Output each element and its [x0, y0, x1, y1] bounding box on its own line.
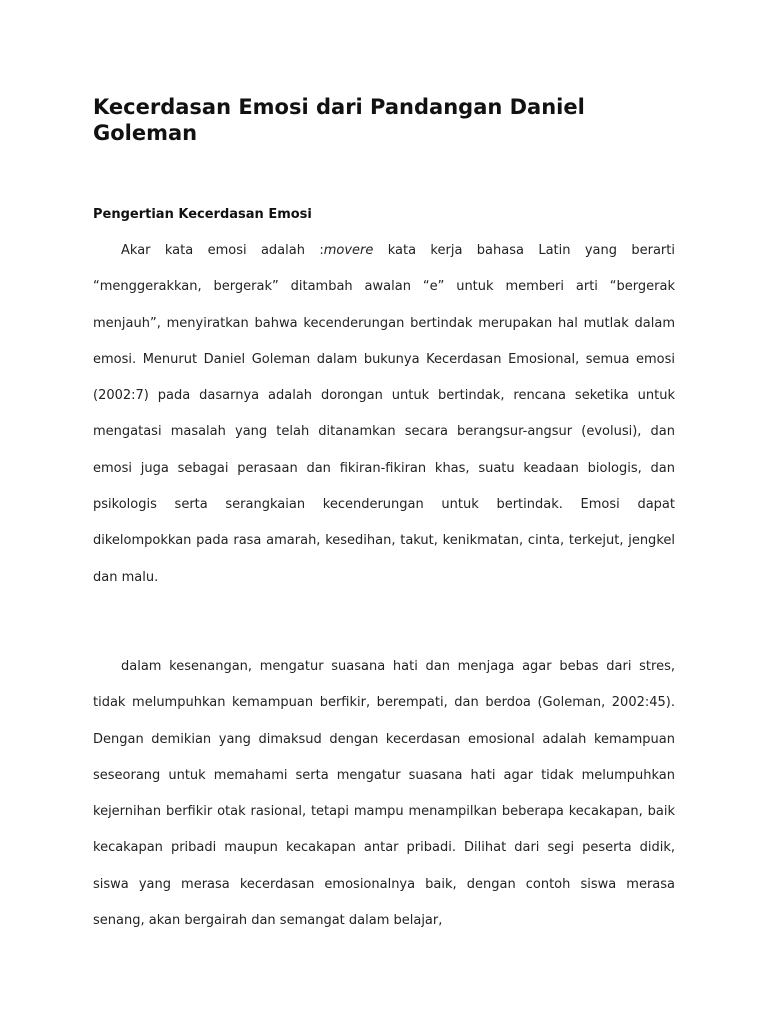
- paragraph-definition: [93, 233, 675, 596]
- document-title: Kecerdasan Emosi dari Pandangan Daniel Goleman: [93, 95, 585, 145]
- paragraph-emotional-intelligence: dalam kesenangan, mengatur suasana hati dan menjaga agar bebas dari stres, tidak melumpuhkan kemampuan berfikir, berempati, dan berdoa (Goleman, 2002:45). Dengan demikian yang dimaksud dengan kecerdasan emosional adalah kemampuan seseorang untuk memahami serta mengatur suasana hati agar tidak melumpuhkan kejernihan berfikir otak rasional, tetapi mampu menampilkan beberapa kecakapan, baik kecakapan pribadi maupun kecakapan antar pribadi. Dilihat dari segi peserta didik, siswa yang merasa kecerdasan emosionalnya baik, dengan contoh siswa merasa senang, akan bergairah dan semangat dalam belajar,: [93, 659, 675, 929]
- latin-term: movere: [323, 243, 374, 258]
- document-page: [93, 94, 675, 929]
- paragraph-definition-rest: kata kerja bahasa Latin yang berarti “menggerakkan, bergerak” ditambah awalan “e” untuk memberi arti “bergerak menjauh”, menyiratkan bahwa kecenderungan bertindak merupakan hal mutlak dalam emosi. Menurut Daniel Goleman dalam bukunya Kecerdasan Emosional, semua emosi (2002:7) pada dasarnya adalah dorongan untuk bertindak, rencana seketika untuk mengatasi masalah yang telah ditanamkan secara berangsur-angsur (evolusi), dan emosi juga sebagai perasaan dan fikiran-fikiran khas, suatu keadaan biologis, dan psikologis serta serangkaian kecenderungan untuk bertindak. Emosi dapat dikelompokkan pada rasa amarah, kesedihan, takut, kenikmatan, cinta, terkejut, jengkel dan malu.: [93, 243, 675, 585]
- section-heading: Pengertian Kecerdasan Emosi: [93, 207, 312, 222]
- paragraph-definition-start: Akar kata emosi adalah :: [121, 243, 324, 258]
